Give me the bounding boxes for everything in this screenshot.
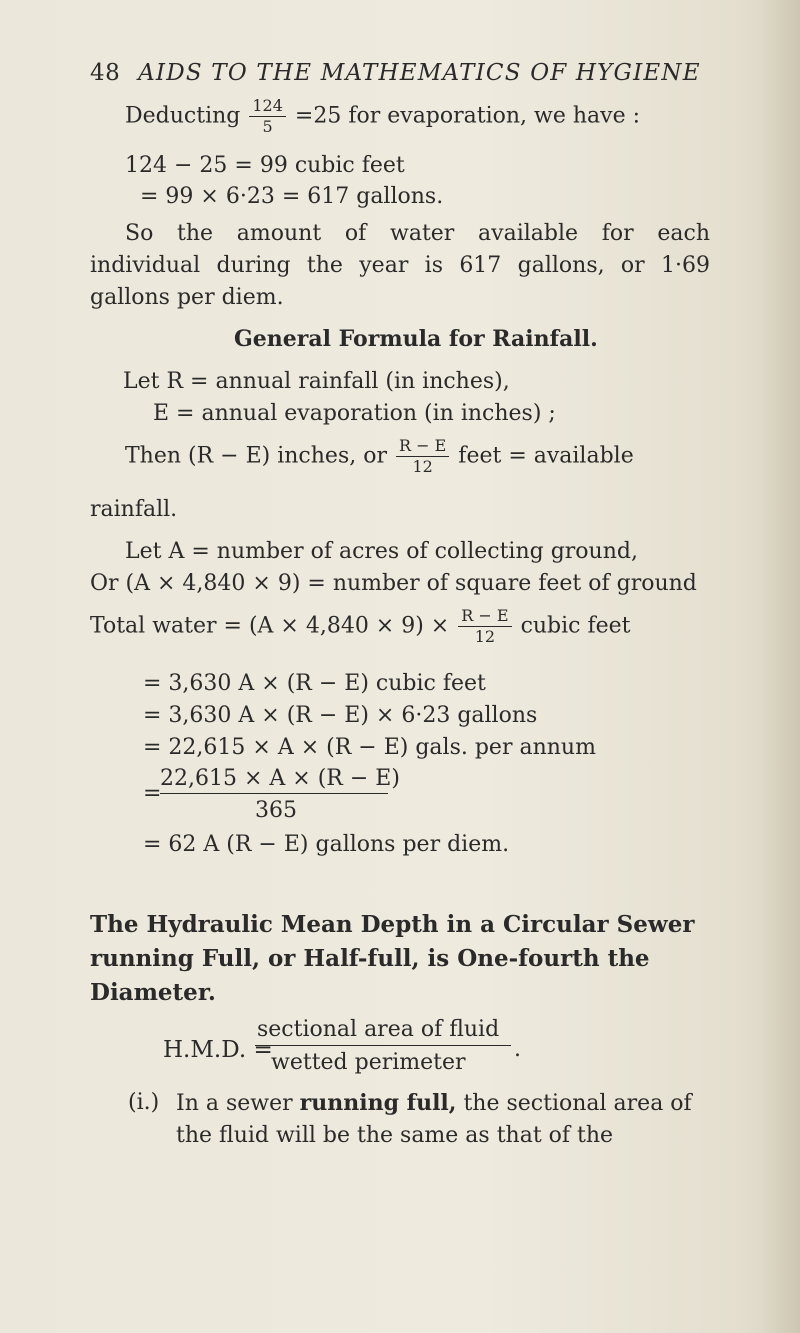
let-e-line: E = annual evaporation (in inches) ; <box>153 401 556 426</box>
deducting-prefix: Deducting <box>125 103 241 129</box>
square-feet-line: Or (A × 4,840 × 9) = number of square feet of ground <box>90 571 697 596</box>
page-number: 48 <box>90 60 121 86</box>
feet-fraction <box>396 438 449 475</box>
equation-4-numerator: 22,615 × A × (R − E) <box>160 766 400 791</box>
hydraulic-heading: The Hydraulic Mean Depth in a Circular Sewer running Full, or Half-full, is One-fourth the Diameter. <box>90 911 695 1006</box>
equation-4-denominator: 365 <box>255 798 297 823</box>
equation-1: = 3,630 A × (R − E) cubic feet <box>143 671 486 696</box>
page-edge-shadow <box>760 0 800 1333</box>
total-prefix: Total water = (A × 4,840 × 9) × <box>90 613 450 639</box>
rainfall-continuation: rainfall. <box>90 497 178 522</box>
equation-5: = 62 A (R − E) gallons per diem. <box>143 832 510 857</box>
gallons-line: = 99 × 6·23 = 617 gallons. <box>140 184 444 209</box>
rainfall-heading: General Formula for Rainfall. <box>234 326 598 352</box>
fraction-numerator: R − E <box>458 608 511 627</box>
subtraction-line: 124 − 25 = 99 cubic feet <box>125 153 405 178</box>
equation-2: = 3,630 A × (R − E) × 6·23 gallons <box>143 703 538 728</box>
item-text-end: the sectional area of the fluid will be the same as that of the <box>176 1091 692 1148</box>
hmd-label: H.M.D. = <box>163 1037 273 1063</box>
total-fraction <box>458 608 511 645</box>
fraction-numerator: 124 <box>249 98 286 117</box>
then-prefix: Then (R − E) inches, or <box>125 443 387 469</box>
then-line <box>125 438 634 475</box>
let-r-line: Let R = annual rainfall (in inches), <box>123 369 510 394</box>
deducting-line <box>125 98 640 135</box>
list-item-text <box>176 1087 721 1152</box>
fraction-numerator: R − E <box>396 438 449 457</box>
total-water-line <box>90 608 631 645</box>
item-text-bold: running full, <box>299 1090 457 1116</box>
hmd-period: . <box>514 1037 521 1062</box>
running-header <box>90 60 701 86</box>
equation-4-bar <box>160 793 388 794</box>
hmd-numerator: sectional area of fluid <box>257 1017 500 1042</box>
fraction-denominator: 12 <box>412 457 433 476</box>
amount-paragraph: So the amount of water available for each individual during the year is 617 gallons, or 1·69 gallons per diem. <box>90 221 710 310</box>
hmd-denominator: wetted perimeter <box>271 1050 466 1075</box>
fraction-denominator: 5 <box>262 117 273 136</box>
running-title: AIDS TO THE MATHEMATICS OF HYGIENE <box>138 60 701 86</box>
equation-3: = 22,615 × A × (R − E) gals. per annum <box>143 735 596 760</box>
then-suffix: feet = available <box>458 443 634 469</box>
evaporation-fraction <box>249 98 286 135</box>
item-text-start: In a sewer <box>176 1091 293 1116</box>
equation-4-equals: = <box>143 781 162 806</box>
deducting-suffix: =25 for evaporation, we have : <box>294 103 641 129</box>
fraction-denominator: 12 <box>474 627 496 646</box>
total-suffix: cubic feet <box>520 613 631 639</box>
let-a-line: Let A = number of acres of collecting ground, <box>125 539 638 564</box>
hmd-bar <box>255 1045 511 1046</box>
list-marker: (i.) <box>128 1090 160 1115</box>
